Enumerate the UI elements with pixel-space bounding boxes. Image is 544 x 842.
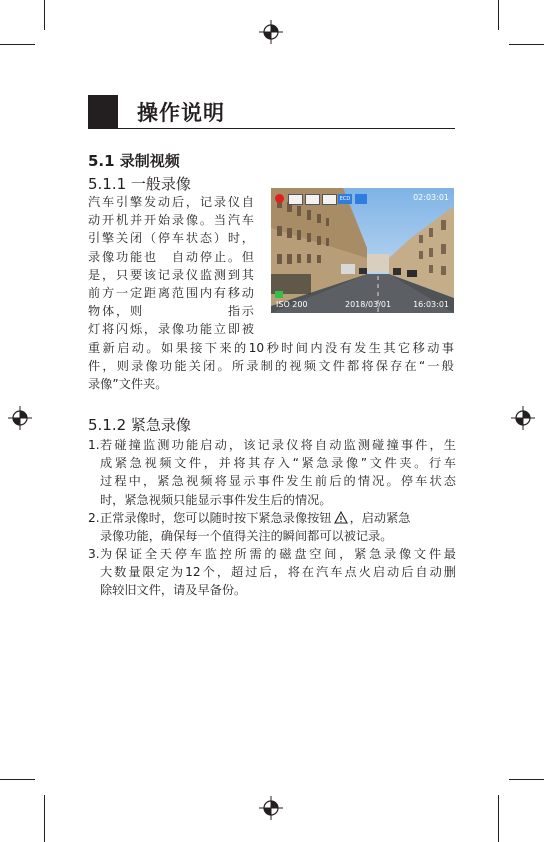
chapter-title-block bbox=[88, 95, 118, 128]
registration-mark-left-icon bbox=[8, 406, 32, 430]
crop-mark-tr-v bbox=[498, 0, 499, 30]
text-line: 件，则录像功能关闭。所录制的视频文件都将保存在“一般 bbox=[88, 358, 454, 373]
text-line: 重新启动。如果接下来的10秒时间内没有发生其它移动事 bbox=[88, 340, 454, 355]
text-line: 灯将闪烁，录像功能立即被 bbox=[88, 322, 254, 337]
street-scene-image bbox=[271, 188, 454, 313]
text-line bbox=[100, 509, 456, 527]
crop-mark-tr-h bbox=[509, 44, 544, 45]
text-line: 若碰撞监测功能启动，该记录仪将自动监测碰撞事件，生 bbox=[100, 438, 456, 452]
crop-mark-tl-v bbox=[44, 0, 45, 30]
list-item bbox=[88, 509, 458, 546]
emergency-button-icon bbox=[334, 511, 348, 524]
warning-overlay-icon bbox=[355, 194, 367, 204]
text-line: 动开机并开始录像。当汽车 bbox=[88, 213, 254, 228]
ev-icon bbox=[322, 194, 337, 205]
list-item bbox=[88, 545, 458, 600]
overlay-time-bottom: 16:03:01 bbox=[413, 300, 449, 309]
subsection-heading-emergency-recording: 5.1.2 紧急录像 bbox=[88, 416, 191, 434]
gsensor-icon bbox=[305, 194, 320, 205]
overlay-time-top: 02:03:01 bbox=[413, 193, 449, 202]
ecd-badge: ECD bbox=[339, 196, 351, 202]
text-line: 前方一定距离范围内有移动 bbox=[88, 286, 254, 301]
text-line: 除较旧文件，请及早备份。 bbox=[100, 583, 247, 598]
registration-mark-bottom-icon bbox=[259, 796, 283, 820]
text-line: 时，紧急视频只能显示事件发生后的情况。 bbox=[100, 492, 332, 507]
overlay-iso: ISO 200 bbox=[276, 300, 308, 309]
text-line: 大数量限定为12个，超过后，将在汽车点火启动后自动删 bbox=[100, 565, 456, 580]
text-line: 汽车引擎发动后，记录仪自 bbox=[88, 195, 254, 209]
text-line: 为保证全天停车监控所需的磁盘空间，紧急录像文件最 bbox=[100, 547, 456, 561]
registration-mark-right-icon bbox=[511, 406, 535, 430]
text-line: 是，只要该记录仪监测到其 bbox=[88, 267, 254, 282]
crop-mark-bl-h bbox=[0, 779, 35, 780]
crop-mark-bl-v bbox=[44, 795, 45, 842]
list-item bbox=[88, 436, 458, 509]
list-number: 3. bbox=[88, 547, 100, 561]
record-dot-icon bbox=[275, 194, 284, 203]
title-underline bbox=[88, 128, 455, 129]
list-number: 1. bbox=[88, 438, 100, 452]
text-line: 录像功能，确保每一个值得关注的瞬间都可以被记录。 bbox=[100, 529, 393, 544]
list-number: 2. bbox=[88, 511, 100, 525]
text-line: 成紧急视频文件，并将其存入“紧急录像”文件夹。行车 bbox=[100, 456, 456, 471]
section-heading: 5.1 录制视频 bbox=[88, 152, 180, 170]
text-line: 物体，则 指示 bbox=[88, 304, 254, 319]
text-line: 引擎关闭（停车状态）时， bbox=[88, 231, 254, 246]
crop-mark-br-h bbox=[509, 779, 544, 780]
crop-mark-tl-h bbox=[0, 44, 35, 45]
gps-icon bbox=[275, 291, 283, 298]
resolution-icon bbox=[288, 194, 303, 205]
text-line: 录像功能也 自动停止。但 bbox=[88, 249, 254, 264]
text-fragment: 正常录像时，您可以随时按下紧急录像按钮 bbox=[100, 511, 332, 525]
registration-mark-top-icon bbox=[259, 20, 283, 44]
subsection-heading-normal-recording: 5.1.1 一般录像 bbox=[88, 175, 191, 193]
text-fragment: ，启动紧急 bbox=[349, 511, 411, 525]
text-line: 过程中，紧急视频将显示事件发生前后的情况。停车状态 bbox=[100, 474, 456, 489]
page-title: 操作说明 bbox=[137, 101, 225, 125]
text-line: 录像”文件夹。 bbox=[88, 377, 168, 392]
dashcam-screenshot bbox=[271, 188, 454, 313]
overlay-date: 2018/03/01 bbox=[345, 300, 392, 309]
crop-mark-br-v bbox=[498, 795, 499, 842]
